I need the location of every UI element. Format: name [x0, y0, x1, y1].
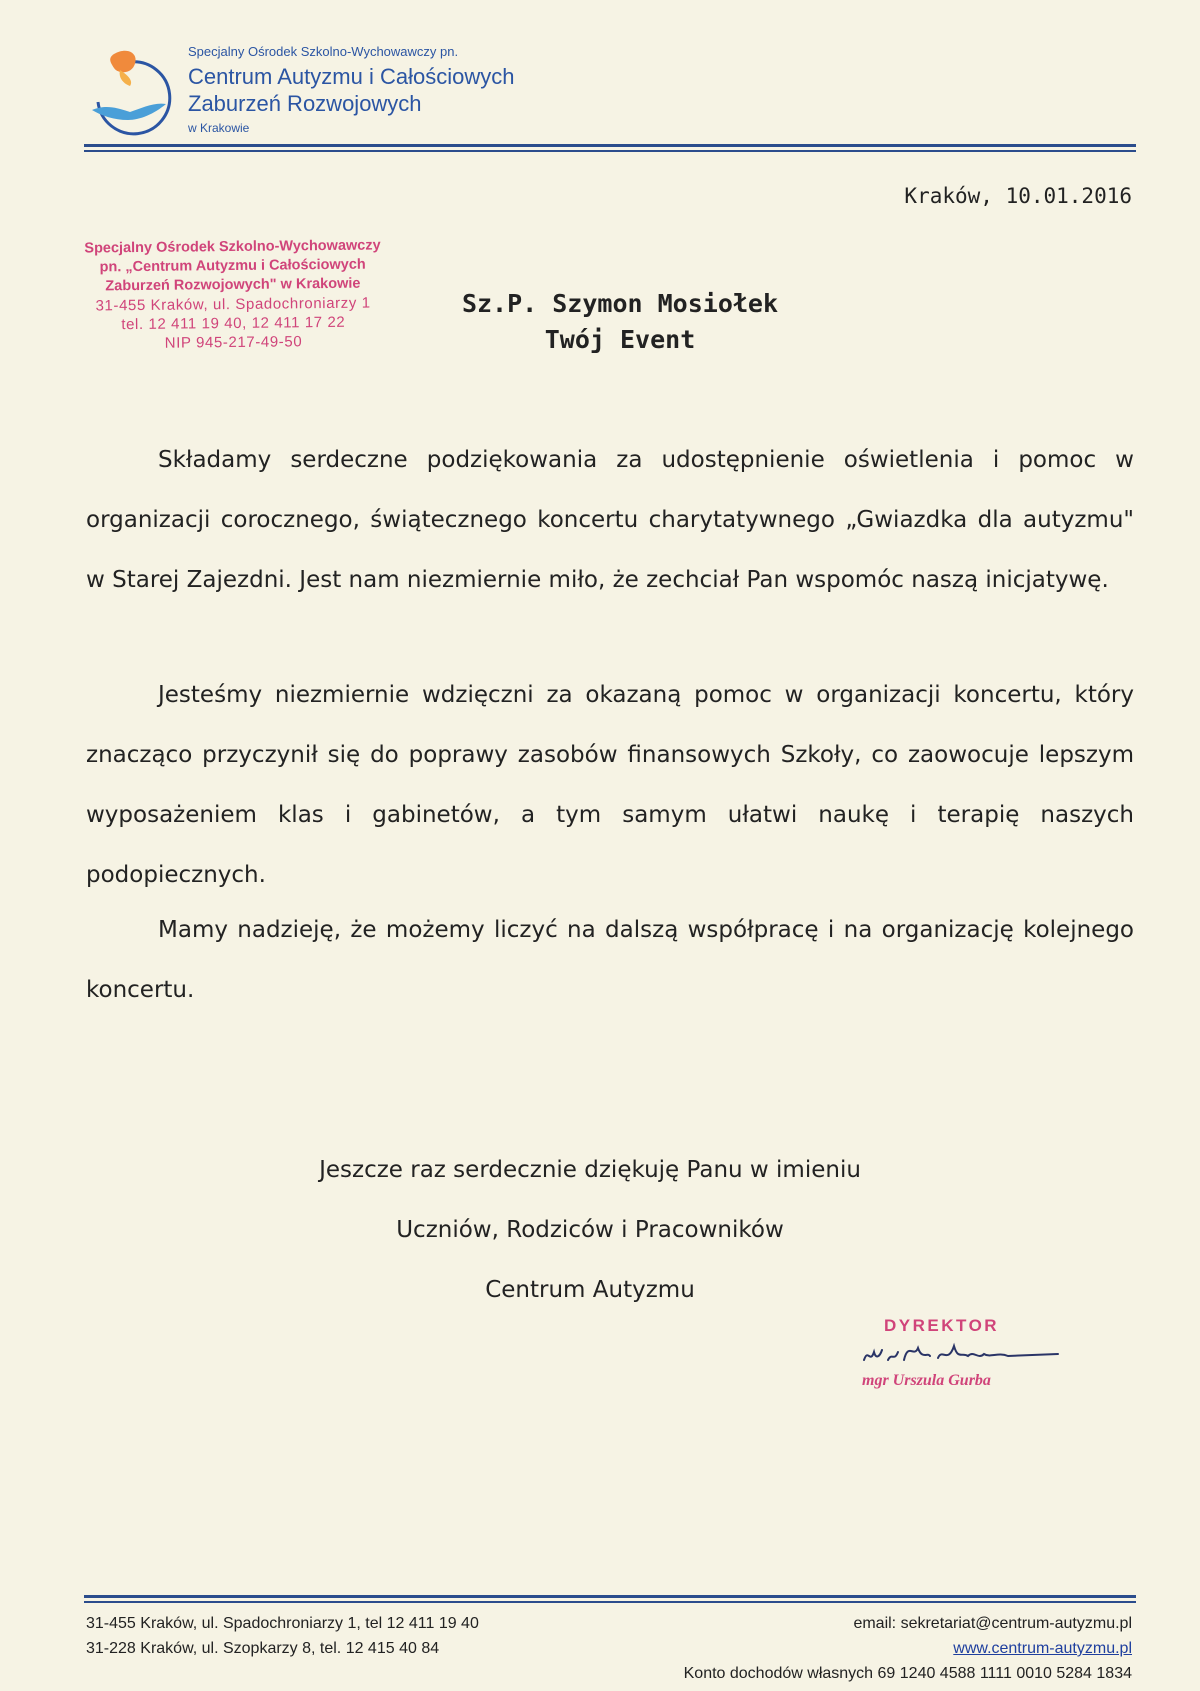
- paragraph-1-text: Składamy serdeczne podziękowania za udostępnienie oświetlenia i pomoc w organizacji corocznego, świątecznego koncertu charytatywnego „Gwiazdka dla autyzmu" w Starej Zajezdni. Jest nam niezmiernie miło, że zechciał Pan wspomóc naszą inicjatywę.: [86, 447, 1134, 593]
- body-paragraph-1: [86, 430, 1134, 610]
- closing-line1: Jeszcze raz serdecznie dziękuję Panu w imieniu: [319, 1157, 861, 1183]
- closing-block: [240, 1140, 940, 1320]
- footer-address-1: 31-455 Kraków, ul. Spadochroniarzy 1, tel 12 411 19 40: [86, 1615, 479, 1632]
- closing-line3: Centrum Autyzmu: [485, 1277, 695, 1303]
- recipient-name: Sz.P. Szymon Mosiołek: [461, 289, 779, 318]
- stamp-line1: Specjalny Ośrodek Szkolno-Wychowawczy: [84, 237, 381, 257]
- handwritten-signature: [858, 1330, 1068, 1378]
- paragraph-3-text: Mamy nadzieję, że możemy liczyć na dalszą współpracę i na organizację kolejnego koncertu.: [86, 917, 1134, 1003]
- paragraph-2-text: Jesteśmy niezmiernie wdzięczni za okazaną pomoc w organizacji koncertu, który znacząco przyczynił się do poprawy zasobów finansowych Szkoły, co zaowocuje lepszym wyposażeniem klas i gabinetów, a tym samym ułatwi naukę i terapię naszych podopiecznych.: [86, 682, 1134, 888]
- footer-email: email: sekretariat@centrum-autyzmu.pl: [853, 1615, 1132, 1632]
- school-logo-icon: [84, 40, 174, 136]
- header-name-line1: Centrum Autyzmu i Całościowych: [188, 64, 515, 89]
- header-divider-thick: [84, 144, 1136, 147]
- header-subtitle: Specjalny Ośrodek Szkolno-Wychowawczy pn.: [188, 44, 459, 59]
- header-city: w Krakowie: [188, 121, 250, 135]
- stamp-line3: Zaburzeń Rozwojowych" w Krakowie: [105, 275, 361, 295]
- recipient-company: Twój Event: [544, 325, 696, 354]
- stamp-line2: pn. „Centrum Autyzmu i Całościowych: [99, 256, 366, 276]
- footer-divider-thick: [84, 1595, 1136, 1598]
- stamp-line5: tel. 12 411 19 40, 12 411 17 22: [121, 313, 346, 334]
- school-stamp: [67, 236, 398, 353]
- stamp-line6: NIP 945-217-49-50: [164, 333, 303, 352]
- stamp-line4: 31-455 Kraków, ul. Spadochroniarzy 1: [95, 294, 371, 315]
- footer-website-link[interactable]: www.centrum-autyzmu.pl: [953, 1640, 1132, 1657]
- footer-bank-account: Konto dochodów własnych 69 1240 4588 1111 0010 5284 1834: [683, 1665, 1132, 1682]
- body-paragraph-3: [86, 900, 1134, 1020]
- closing-line2: Uczniów, Rodziców i Pracowników: [396, 1217, 784, 1243]
- header-name-line2: Zaburzeń Rozwojowych: [188, 91, 422, 116]
- footer-divider-thin: [84, 1601, 1136, 1603]
- recipient-block: [440, 286, 800, 358]
- body-paragraph-2: [86, 665, 1134, 905]
- signature-title: DYREKTOR: [884, 1316, 1000, 1335]
- footer-address-2: 31-228 Kraków, ul. Szopkarzy 8, tel. 12 415 40 84: [86, 1640, 440, 1657]
- signature-name: mgr Urszula Gurba: [862, 1372, 991, 1389]
- letter-date: Kraków, 10.01.2016: [904, 184, 1132, 208]
- header-divider-thin: [84, 150, 1136, 152]
